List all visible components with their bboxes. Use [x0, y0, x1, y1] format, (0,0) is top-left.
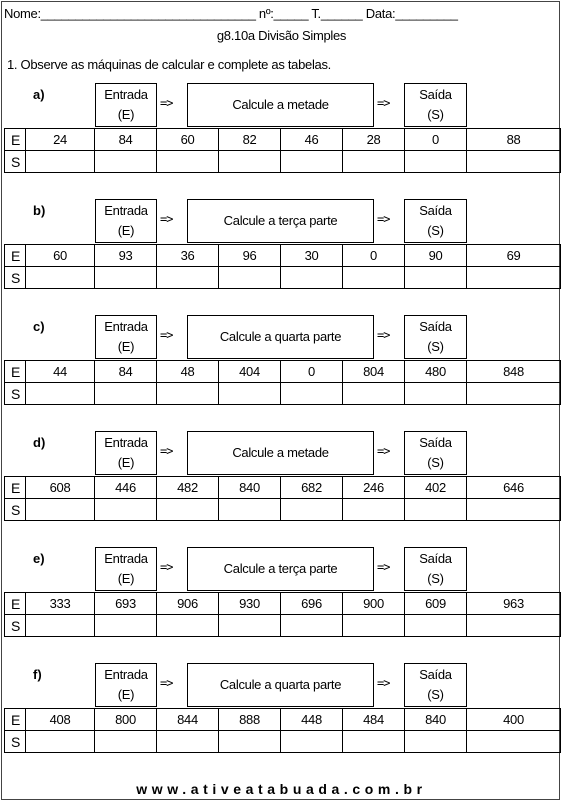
input-value-cell: 804 — [343, 361, 405, 383]
answer-cell[interactable] — [405, 499, 467, 521]
answer-cell[interactable] — [26, 499, 95, 521]
answer-cell[interactable] — [281, 383, 343, 405]
output-row-label: S — [5, 499, 26, 521]
output-row — [5, 499, 561, 521]
output-box-symbol: (S) — [427, 687, 444, 702]
operation-box — [187, 83, 374, 127]
input-value-cell: 93 — [95, 245, 157, 267]
answer-cell[interactable] — [219, 383, 281, 405]
answer-cell[interactable] — [281, 499, 343, 521]
output-box — [404, 663, 467, 707]
input-row-label: E — [5, 361, 26, 383]
input-row — [5, 129, 561, 151]
input-value-cell: 0 — [343, 245, 405, 267]
operation-box — [187, 315, 374, 359]
output-box-label: Saída — [419, 87, 452, 102]
input-row — [5, 709, 561, 731]
student-info-line: Nome:_______________________________ nº:_____ T.______ Data:_________ — [4, 6, 458, 21]
input-value-cell: 0 — [281, 361, 343, 383]
input-box-label: Entrada — [104, 319, 148, 334]
output-box-label: Saída — [419, 667, 452, 682]
answer-cell[interactable] — [95, 499, 157, 521]
input-row-label: E — [5, 129, 26, 151]
arrow-right-icon: => — [377, 560, 390, 574]
answer-cell[interactable] — [467, 383, 561, 405]
input-value-cell: 30 — [281, 245, 343, 267]
input-value-cell: 333 — [26, 593, 95, 615]
output-row — [5, 267, 561, 289]
input-box-symbol: (E) — [117, 455, 135, 470]
input-value-cell: 930 — [219, 593, 281, 615]
exercise-letter: a) — [33, 87, 45, 102]
answer-cell[interactable] — [343, 731, 405, 753]
arrow-right-icon: => — [377, 212, 390, 226]
input-output-table — [4, 244, 561, 289]
input-box-symbol: (E) — [117, 571, 135, 586]
operation-label: Calcule a quarta parte — [219, 677, 342, 692]
output-box-label: Saída — [419, 551, 452, 566]
answer-cell[interactable] — [343, 267, 405, 289]
answer-cell[interactable] — [95, 383, 157, 405]
operation-box — [187, 663, 374, 707]
exercise-section — [0, 547, 563, 651]
input-row — [5, 361, 561, 383]
input-value-cell: 844 — [157, 709, 219, 731]
input-value-cell: 693 — [95, 593, 157, 615]
input-value-cell: 646 — [467, 477, 561, 499]
input-box — [95, 547, 157, 591]
answer-cell[interactable] — [157, 499, 219, 521]
answer-cell[interactable] — [467, 615, 561, 637]
input-row-label: E — [5, 477, 26, 499]
output-row-label: S — [5, 151, 26, 173]
output-row-label: S — [5, 731, 26, 753]
input-value-cell: 480 — [405, 361, 467, 383]
answer-cell[interactable] — [467, 731, 561, 753]
input-value-cell: 84 — [95, 361, 157, 383]
input-value-cell: 0 — [405, 129, 467, 151]
input-box-label: Entrada — [104, 667, 148, 682]
input-value-cell: 46 — [281, 129, 343, 151]
input-box-label: Entrada — [104, 551, 148, 566]
output-box — [404, 83, 467, 127]
worksheet-title: g8.10a Divisão Simples — [216, 28, 347, 43]
input-row — [5, 477, 561, 499]
input-value-cell: 44 — [26, 361, 95, 383]
answer-cell[interactable] — [219, 731, 281, 753]
answer-cell[interactable] — [26, 383, 95, 405]
output-box-symbol: (S) — [427, 223, 444, 238]
exercise-letter: e) — [33, 551, 45, 566]
input-box — [95, 663, 157, 707]
answer-cell[interactable] — [26, 615, 95, 637]
input-value-cell: 84 — [95, 129, 157, 151]
answer-cell[interactable] — [405, 151, 467, 173]
exercise-letter: c) — [33, 319, 45, 334]
input-box-symbol: (E) — [117, 107, 135, 122]
output-row-label: S — [5, 267, 26, 289]
exercise-section — [0, 431, 563, 535]
answer-cell[interactable] — [405, 731, 467, 753]
answer-cell[interactable] — [467, 267, 561, 289]
input-value-cell: 24 — [26, 129, 95, 151]
input-output-table — [4, 128, 561, 173]
arrow-right-icon: => — [377, 444, 390, 458]
exercise-letter: b) — [33, 203, 46, 218]
exercise-letter: d) — [33, 435, 46, 450]
answer-cell[interactable] — [157, 383, 219, 405]
output-box — [404, 547, 467, 591]
input-box-symbol: (E) — [117, 339, 135, 354]
answer-cell[interactable] — [343, 499, 405, 521]
input-value-cell: 408 — [26, 709, 95, 731]
answer-cell[interactable] — [219, 615, 281, 637]
arrow-right-icon: => — [377, 96, 390, 110]
answer-cell[interactable] — [26, 151, 95, 173]
answer-cell[interactable] — [95, 267, 157, 289]
input-value-cell: 404 — [219, 361, 281, 383]
answer-cell[interactable] — [467, 151, 561, 173]
answer-cell[interactable] — [467, 499, 561, 521]
input-row-label: E — [5, 709, 26, 731]
input-output-table — [4, 476, 561, 521]
input-row — [5, 245, 561, 267]
answer-cell[interactable] — [219, 151, 281, 173]
input-row-label: E — [5, 245, 26, 267]
answer-cell[interactable] — [219, 267, 281, 289]
answer-cell[interactable] — [157, 731, 219, 753]
input-value-cell: 800 — [95, 709, 157, 731]
input-box — [95, 315, 157, 359]
answer-cell[interactable] — [343, 383, 405, 405]
answer-cell[interactable] — [405, 267, 467, 289]
input-value-cell: 848 — [467, 361, 561, 383]
output-row-label: S — [5, 383, 26, 405]
input-value-cell: 246 — [343, 477, 405, 499]
input-output-table — [4, 592, 561, 637]
input-value-cell: 840 — [405, 709, 467, 731]
answer-cell[interactable] — [157, 151, 219, 173]
answer-cell[interactable] — [95, 731, 157, 753]
input-value-cell: 448 — [281, 709, 343, 731]
answer-cell[interactable] — [281, 731, 343, 753]
answer-cell[interactable] — [157, 267, 219, 289]
answer-cell[interactable] — [281, 267, 343, 289]
exercise-section — [0, 199, 563, 303]
input-value-cell: 608 — [26, 477, 95, 499]
input-output-table — [4, 708, 561, 753]
input-value-cell: 60 — [157, 129, 219, 151]
exercise-section — [0, 663, 563, 767]
input-value-cell: 48 — [157, 361, 219, 383]
input-value-cell: 906 — [157, 593, 219, 615]
operation-box — [187, 547, 374, 591]
input-value-cell: 682 — [281, 477, 343, 499]
operation-box — [187, 431, 374, 475]
input-box-label: Entrada — [104, 435, 148, 450]
input-box-symbol: (E) — [117, 223, 135, 238]
input-value-cell: 400 — [467, 709, 561, 731]
input-value-cell: 96 — [219, 245, 281, 267]
output-box-symbol: (S) — [427, 107, 444, 122]
arrow-right-icon: => — [160, 328, 173, 342]
answer-cell[interactable] — [343, 151, 405, 173]
output-row — [5, 615, 561, 637]
answer-cell[interactable] — [157, 615, 219, 637]
answer-cell[interactable] — [343, 615, 405, 637]
input-box-label: Entrada — [104, 87, 148, 102]
arrow-right-icon: => — [160, 212, 173, 226]
answer-cell[interactable] — [219, 499, 281, 521]
input-value-cell: 36 — [157, 245, 219, 267]
answer-cell[interactable] — [405, 615, 467, 637]
output-box — [404, 199, 467, 243]
input-box — [95, 431, 157, 475]
input-value-cell: 82 — [219, 129, 281, 151]
input-output-table — [4, 360, 561, 405]
arrow-right-icon: => — [377, 328, 390, 342]
input-value-cell: 28 — [343, 129, 405, 151]
arrow-right-icon: => — [377, 676, 390, 690]
output-box-label: Saída — [419, 203, 452, 218]
output-box-label: Saída — [419, 319, 452, 334]
answer-cell[interactable] — [26, 267, 95, 289]
output-box — [404, 431, 467, 475]
input-value-cell: 609 — [405, 593, 467, 615]
input-value-cell: 402 — [405, 477, 467, 499]
exercise-section — [0, 315, 563, 419]
input-value-cell: 484 — [343, 709, 405, 731]
input-row — [5, 593, 561, 615]
operation-label: Calcule a metade — [232, 445, 329, 460]
answer-cell[interactable] — [95, 151, 157, 173]
footer-website: www.ativeatabuada.com.br — [136, 781, 427, 797]
answer-cell[interactable] — [405, 383, 467, 405]
arrow-right-icon: => — [160, 560, 173, 574]
input-value-cell: 88 — [467, 129, 561, 151]
output-box — [404, 315, 467, 359]
output-row — [5, 383, 561, 405]
operation-label: Calcule a terça parte — [223, 213, 338, 228]
input-value-cell: 446 — [95, 477, 157, 499]
operation-label: Calcule a quarta parte — [219, 329, 342, 344]
arrow-right-icon: => — [160, 444, 173, 458]
output-box-label: Saída — [419, 435, 452, 450]
input-box-symbol: (E) — [117, 687, 135, 702]
output-box-symbol: (S) — [427, 339, 444, 354]
input-row-label: E — [5, 593, 26, 615]
input-value-cell: 69 — [467, 245, 561, 267]
answer-cell[interactable] — [281, 151, 343, 173]
exercise-letter: f) — [33, 667, 42, 682]
answer-cell[interactable] — [26, 731, 95, 753]
output-row — [5, 151, 561, 173]
input-value-cell: 696 — [281, 593, 343, 615]
answer-cell[interactable] — [95, 615, 157, 637]
input-box — [95, 199, 157, 243]
exercise-section — [0, 83, 563, 187]
instruction-text: 1. Observe as máquinas de calcular e complete as tabelas. — [7, 57, 331, 72]
output-box-symbol: (S) — [427, 571, 444, 586]
output-row-label: S — [5, 615, 26, 637]
output-row — [5, 731, 561, 753]
input-value-cell: 963 — [467, 593, 561, 615]
arrow-right-icon: => — [160, 96, 173, 110]
arrow-right-icon: => — [160, 676, 173, 690]
operation-label: Calcule a metade — [232, 97, 329, 112]
input-value-cell: 90 — [405, 245, 467, 267]
input-box — [95, 83, 157, 127]
operation-box — [187, 199, 374, 243]
input-box-label: Entrada — [104, 203, 148, 218]
input-value-cell: 482 — [157, 477, 219, 499]
input-value-cell: 888 — [219, 709, 281, 731]
output-box-symbol: (S) — [427, 455, 444, 470]
operation-label: Calcule a terça parte — [223, 561, 338, 576]
input-value-cell: 60 — [26, 245, 95, 267]
input-value-cell: 900 — [343, 593, 405, 615]
input-value-cell: 840 — [219, 477, 281, 499]
answer-cell[interactable] — [281, 615, 343, 637]
